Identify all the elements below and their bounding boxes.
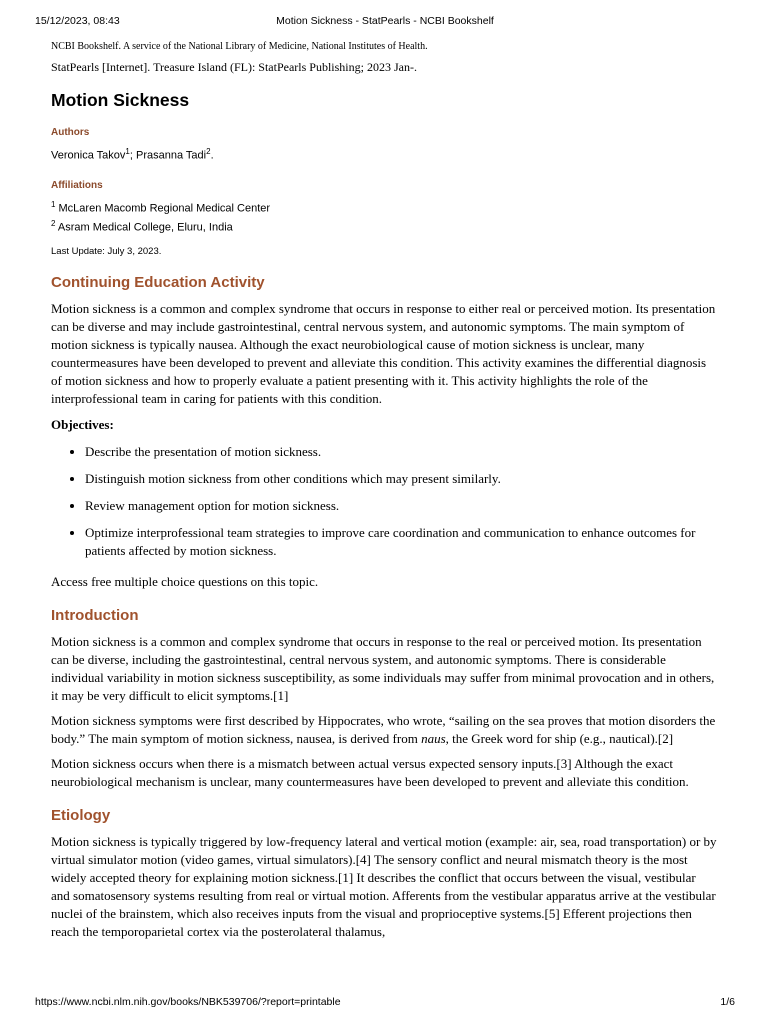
authors-end: . [210, 149, 214, 162]
emphasis-term: naus [421, 730, 446, 746]
author-link[interactable]: Prasanna Tadi [135, 149, 207, 162]
last-update: Last Update: July 3, 2023. [51, 245, 162, 257]
list-item: • Review management option for motion sickness. [85, 497, 717, 515]
affiliations-list [51, 197, 717, 236]
print-footer [35, 996, 735, 1010]
list-item: • Distinguish motion sickness from other conditions which may present similarly. [85, 470, 717, 488]
affiliation-ref: 1 [125, 147, 130, 156]
paragraph [51, 712, 717, 748]
author-separator: ; [129, 149, 136, 162]
list-item: • Describe the presentation of motion sickness. [85, 443, 717, 461]
objectives-label: Objectives: [51, 416, 114, 432]
authors-label: Authors [51, 127, 90, 138]
paragraph: Motion sickness occurs when there is a mismatch between actual versus expected sensory inputs.[3] Although the exact neurobiological mechanism is unclear, many countermeasures have been developed to prevent and alleviate this condition. [51, 755, 689, 789]
affiliation-name: McLaren Macomb Regional Medical Center [58, 202, 271, 215]
authors-list [51, 144, 717, 164]
section-heading-continuing-education: Continuing Education Activity [51, 273, 265, 291]
affiliation-number: 1 [51, 199, 56, 209]
paragraph: Motion sickness is a common and complex syndrome that occurs in response to either real or perceived motion. Its presentation can be diverse and may include gastrointestinal, central nervous system, and autonomic symptoms. The main symptom of motion sickness is typically nausea. Although the exact neurobiological cause of motion sickness is unclear, many countermeasures have been developed to prevent and alleviate this condition. This activity examines the differential diagnosis of motion sickness and how to properly evaluate a patient presenting with it. This activity highlights the role of the interprofessional team in caring for patients with this condition. [51, 300, 716, 406]
section-heading-etiology: Etiology [51, 806, 111, 824]
affiliation-ref: 2 [206, 147, 211, 156]
print-page-title: Motion Sickness - StatPearls - NCBI Bookshelf [276, 15, 494, 27]
author-link[interactable]: Veronica Takov [51, 149, 126, 162]
print-datetime: 15/12/2023, 08:43 [35, 15, 120, 27]
citation: StatPearls [Internet]. Treasure Island (FL): StatPearls Publishing; 2023 Jan-. [51, 60, 417, 74]
bookshelf-notice: NCBI Bookshelf. A service of the National Library of Medicine, National Institutes of Health. [51, 41, 428, 52]
affiliation-item [51, 197, 717, 217]
document-content [51, 40, 717, 941]
section-heading-introduction: Introduction [51, 606, 139, 624]
page-title: Motion Sickness [51, 90, 190, 110]
print-url: https://www.ncbi.nlm.nih.gov/books/NBK539706/?report=printable [35, 996, 341, 1008]
affiliation-name: Asram Medical College, Eluru, India [57, 221, 233, 234]
paragraph-text: Motion sickness symptoms were first described by Hippocrates, who wrote, “sailing on the sea proves that motion disorders the body.” The main symptom of motion sickness, nausea, is derived from [51, 712, 716, 746]
access-mcq-link[interactable]: Access free multiple choice questions on this topic. [51, 573, 319, 589]
objectives-list [51, 443, 717, 560]
print-header [35, 15, 735, 29]
affiliation-number: 2 [51, 219, 56, 229]
paragraph: Motion sickness is typically triggered by low-frequency lateral and vertical motion (example: air, sea, road transportation) or by virtual simulator motion (video games, virtual simulators).[4] The sensory conflict and neural mismatch theory is the most widely accepted theory for explaining motion sickness.[1] It describes the conflict that occurs between the visual, vestibular and somatosensory systems resulting from real or virtual motion. Afferents from the vestibular apparatus arrive at the vestibular nuclei of the brainstem, which also receives inputs from the visual and proprioceptive systems.[5] Efferent projections then reach the temporoparietal cortex via the posterolateral thalamus, [51, 833, 717, 939]
list-item: • Optimize interprofessional team strategies to improve care coordination and communication to enhance outcomes for patients affected by motion sickness. [85, 524, 717, 560]
affiliation-item [51, 216, 717, 236]
affiliations-label: Affiliations [51, 179, 103, 191]
paragraph: Motion sickness is a common and complex syndrome that occurs in response to the real or perceived motion. Its presentation can be diverse, including the gastrointestinal, central nervous system, and autonomic symptoms. There is considerable individual variability in motion sickness susceptibility, as some individuals may suffer from minimal provocation and in others, it may be very difficult to elicit symptoms.[1] [51, 633, 715, 703]
page-number: 1/6 [720, 996, 735, 1008]
paragraph-text: , the Greek word for ship (e.g., nautical).[2] [445, 730, 674, 746]
